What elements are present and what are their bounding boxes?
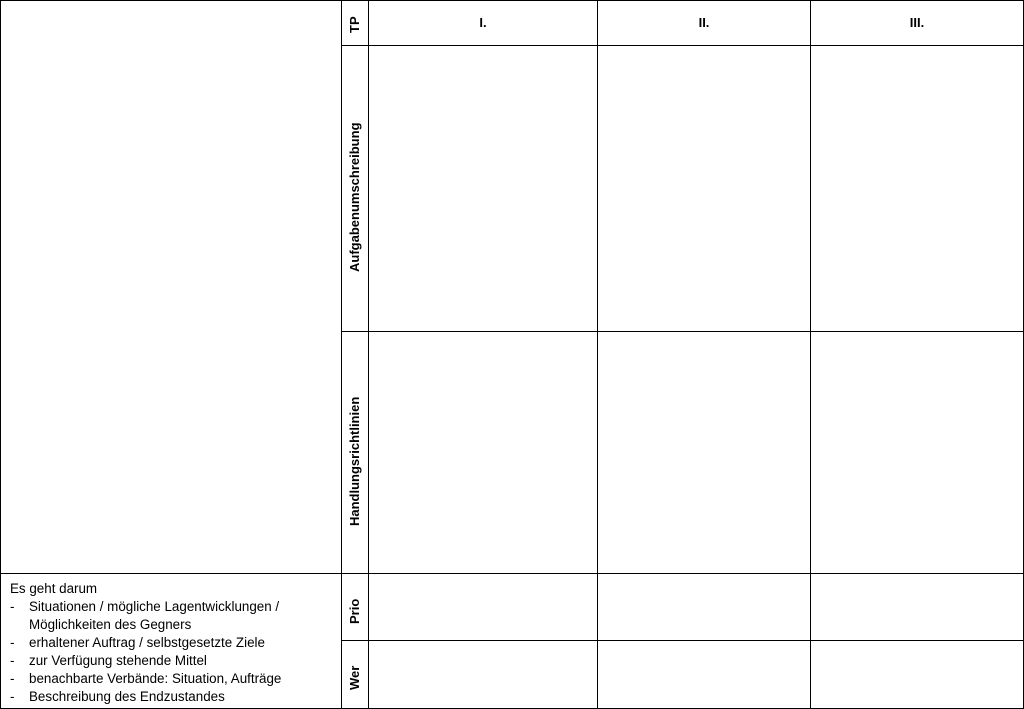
cell-prio-3[interactable] [811,574,1023,640]
cell-handlung-2[interactable] [598,332,810,573]
cell-aufgabe-2[interactable] [598,46,810,331]
row-label-tp: TP [347,16,362,33]
cell-wer-1[interactable] [369,641,597,708]
row-label-wer: Wer [347,665,362,690]
cell-handlung-3[interactable] [811,332,1023,573]
cell-prio-2[interactable] [598,574,810,640]
cell-wer-3[interactable] [811,641,1023,708]
column-header-1: I. [479,15,487,30]
column-header-3: III. [909,15,925,30]
row-label-handlungsrichtlinien: Handlungsrichtlinien [347,396,362,526]
row-label-aufgabenumschreibung: Aufgabenumschreibung [347,122,362,272]
description-list [10,598,314,706]
description-item: - Situationen / mögliche Lagentwicklungen / Möglichkeiten des Gegners [10,598,314,634]
blank-left-panel [1,1,341,573]
description-intro: Es geht darum [10,581,98,596]
row-label-prio: Prio [347,598,362,624]
cell-aufgabe-1[interactable] [369,46,597,331]
cell-wer-2[interactable] [598,641,810,708]
column-header-2: II. [698,15,710,30]
description-item: - benachbarte Verbände: Situation, Aufträge [10,670,314,688]
description-block [10,580,314,706]
description-item: - erhaltener Auftrag / selbstgesetzte Ziele [10,634,314,652]
description-item: - Beschreibung des Endzustandes [10,688,314,706]
description-item: - zur Verfügung stehende Mittel [10,652,314,670]
cell-aufgabe-3[interactable] [811,46,1023,331]
cell-prio-1[interactable] [369,574,597,640]
cell-handlung-1[interactable] [369,332,597,573]
